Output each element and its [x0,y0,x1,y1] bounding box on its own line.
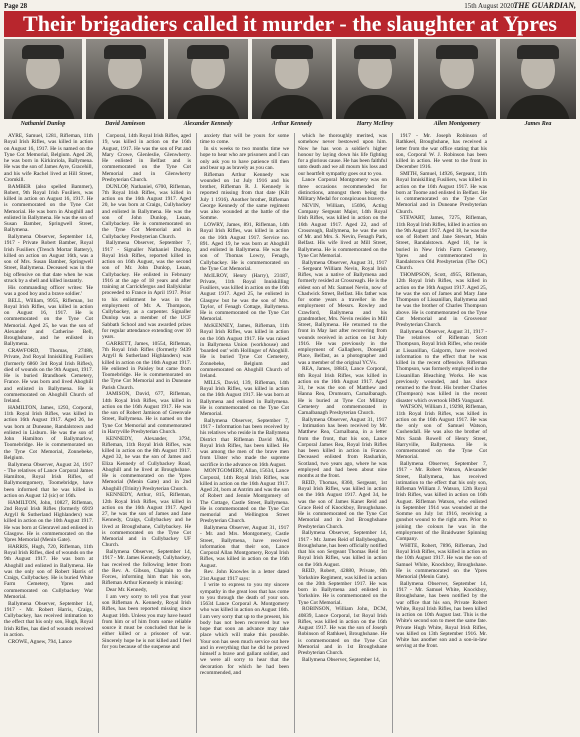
article-paragraph: Dear Mr. Kennedy, [106,587,148,593]
article-paragraph: JAMISON, David, 677, Rifleman, 14th Royal Irish Rifles, was killed in action on the 16th August 1917. He was the son of Robert Jamison of Greenvale Street, Ballymena. He is named on the Tyne Cot Memorial and commemorated in Harryville Presbyterian Church. [102,391,191,435]
portrait-image [86,39,164,119]
article-paragraph: Ballymena Observer, August 31, 1917 - The relatives of Rifleman Scott Thompson, Royal Irish Rifles, who reside at Lissanillan, Galgorm, have received information to the effect that he was killed in the recent offensive. Rifleman Thompson, was formerly employed in the Lissanillan Bleaching Works. He was previously wounded, and has since returned to the front. His brother Charles (Thompson) was killed in the recent disaster which overtook HMS Vanguard. [396,328,487,404]
photo-dunlop [4,39,82,127]
photo-jamieson [86,39,164,127]
portrait-image [336,39,414,119]
article-paragraph: AYRE, Samuel, 1281, Rifleman, 11th Royal Irish Rifles, was killed in action on August 16, 1917. He is named on the Tyne Cot Memorial, Belgium. Aged 28, he was born in Kirkinriola, Ballymena. He was the son of James Ayre, Gracehill, and his wife Rachel lived at Hill Street, Cromkill. [4,133,93,183]
column-3 [200,133,289,733]
article-paragraph: His commanding officer writes: 'He was a good boy and a brave soldier.' [4,284,93,297]
headline-banner [4,11,576,37]
article-paragraph: KENNEDY, Arthur, 815, Rifleman, 12th Royal Irish Rifles, was killed in action on the 16th August 1917. Aged 27, he was the son of James and Jane Kennedy, Craigs, Cullybackey and he lived at Broughshane, Cullybackey. He is commemorated on the Tyne Cot Memorial and in Cullybackey UF Church. [102,492,191,549]
article-paragraph: Rifleman Arthur Kennedy was wounded on 1st July 1916 and his brother, Rifleman R. J. Kennedy is reported missing from that date (Kilt July 1 1916). Another brother, Rifleman George Kennedy of the same regiment was also wounded at the battle of the Somme. [200,171,289,222]
article-paragraph: Ballymena Observer, September 14, [302,656,381,663]
article-paragraph: REID, Robert, 42880, Private, 8th Yorkshire Regiment, was killed in action on the 20th September 1917. He was born in Ballymena and enlisted in Yorkshire. He is commemorated on the Tyne Cot Memorial. [298,568,387,606]
photo-caption: David Jamieson [105,121,145,127]
article-paragraph: HAMILTON, John, 10827, Rifleman, 2nd Royal Irish Rifles (formerly 6919 Argyll & Sutherland Highlanders) was killed in action on the 10th August 1917. He was born at Glenravel and enlisted in Glasgow. He is commemorated on the Ypres Memorial (Menin Gate). [4,499,93,543]
article-paragraph: Ballymena Observer, September 14, 1917 - Mr. Robert Harris, Craigs, Cullybackey, has received intimation to the effect that his only son, Hugh, Royal Irish Rifles, has died of wounds received in action. [4,600,93,638]
portrait-image [4,39,82,119]
article-paragraph: HAMILTON, James, 1293, Corporal, 11th Royal Irish Rifles, was killed in action 16th August 1917. Aged 26, he was born at Duneane, Randalstown and enlisted in Lisburn. He was the son of John Hamilton of Ballymarlow, Toomebridge. He is commemorated on the Tyne Cot Memorial, Zonnebeke, Belgium. [4,404,93,461]
article-paragraph: ROBINSON, William John, DCM, 40839, Lance Corporal, 1st Royal Irish Rifles, was killed in action on the 16th August 1917. He was the son of Joseph Robinson of Rathkeel, Broughshane. He is commemorated on the Tyne Cot Memorial and in 1st Broughshane Presbyterian Church. [298,606,387,656]
article-paragraph: WATSON, William J., 19298, Rifleman, 11th Royal Irish Rifles, was killed in action on the 16th August 1917. He was the only son of Samuel Watson, Cushendall. He was also the brother of Mrs Sarah Rowell of Henry Street, Harryville, Ballymena. He is commemorated on the Tyne Cot Memorial. [396,404,487,461]
column-1 [4,133,93,733]
photo-caption: Nathaniel Dunlop [20,121,66,127]
photo-caption: Arthur Kennedy [271,121,313,127]
article-paragraph: CRAWFORD, Thomas, 27488, Private, 2nd Royal Inniskilling Fusiliers (formerly 6860 3rd Royal Irish Rifles), died of wounds on the 9th August, 1917. He is buried Brandhoek Cemetery, France. He was born and lived Ahoghill and enlisted in Ballymena. He is commemorated on Ahoghill Church of Ireland. [4,348,93,404]
portrait-image [418,39,496,119]
photo-rea [500,39,576,127]
article-paragraph: DUNLOP, Nathaniel, 6700, Rifleman, 7th Royal Irish Rifles, was killed in action on the 16th August 1917. Aged 20, he was born at Craigs, Cullybackey and enlisted in Ballymena. He was the son of John Dunlop, Leaan, Cullybackey. He is commemorated on the Tyne Cot Memorial and in Cullybackey Presbyterian Church. [102,183,191,240]
article-paragraph: anxiety that will be yours for some time to come. [200,133,289,146]
article-paragraph: Ballymena Observer, September 14, 1917 - Private Robert Bamber, Royal Irish Fusiliers (Trench Mortar Battery), killed on action on August 16th, was a son of Mrs. Susan Bamber, Springwell Street, Ballymena. Deceased was in the big offensive on that date when he was struck by a shell and killed instantly. [4,234,93,284]
article-paragraph: 1917 - Mr. Joseph Robinson of Rathkeel, Broughshane, has received a letter from the war office stating that his son, Corporal W. J. Robinson has been killed in action. He went to the front in December 1916. [396,133,487,171]
article-paragraph: CROWE, Agnew, 794, Lance [8,638,72,645]
photo-mcilroy [336,39,414,127]
photo-caption: Allen Montgomery [433,121,481,127]
article-paragraph: Ballymena Observer, September 14, 1917 - Mr. James Reid of Ballybeoghan, Broughshane, has been officially notified that his son Sergeant Thomas Reid 1st Royal Irish Rifles, was killed in action on the 16th August. [298,530,387,568]
article-paragraph: Ballymena Observer, August 31, 1917 - Mr. and Mrs. Montgomery, Castle Street, Ballymena, have received information that their son, Lance Corporal Allan Montgomery, Royal Irish Rifles, was killed in action on the 16th August. [200,525,289,569]
article-paragraph: REID, Thomas, 8360, Sergeant, 1st Royal Irish Rifles, was killed in action on the 16th August 1917. Aged 34, he was the son of James Kanet Reid and Grace Reid of Knockboy, Broughshane. He is commemorated on the Tyne Cot Memorial and in 2nd Broughshane Presbyterian Church. [298,479,387,530]
article-paragraph: McILROY, Henry (Harry), 23187, Private, 11th Royal Inniskilling Fusiliers, was killed in action on the 16th August 1917. Aged 25, he enlisted in Glasgow but he was the son of Mrs. Taylor, of Fenagh Cottage, Ballymena. He is commemorated on the Tyne Cot Memorial. [200,272,289,323]
article-paragraph: Ballymena Observer, September 14, 1917 - Mr. Samuel White, Knockboy, Broughshane, has been notified by the war office that his son, Private Robert White, Royal Irish Rifles, has been killed in action on 10th August last. This is the White's second son to meet the same fate. Private Hugh White, Royal Irish Rifles, was killed on 13th September 1916. Mr. White has another son and a son-in-law serving at the front. [396,580,487,650]
article-paragraph: Lance Corporal Montgomery was on three occasions recommended for distinctions, amongst them being the Military Medal for conspicuous bravery. [298,177,387,202]
article-paragraph: Rev. John Knowles in a letter dated 21st August 1917 says: [200,569,289,582]
article-paragraph: Ballymena Observer, August 31, 1917 - Sergeant William Nevin, Royal Irish Rifles, was a native of Ballymena and formerly resided at Crossreagh. He is the eldest son of Mr. Samuel Nevin, now of Chadwick Street, Belfast. His father was for some years a traveller in the employment of Messrs. Rowley and Crawford, Ballymena and his grandmother, Mrs. Nevin resides in Mill Street, Ballymena. He returned to the front in May last after recovering from wounds received in action on 1st July 1916. He was previously in the employment of Gallaghers, Donegall Place, Belfast, as a photographer and was a member of the original YCVs. [298,259,387,366]
article-paragraph: Ballymena Observer, September 7, 1917 - Information has been received by his relatives who reside in the Ballymena District that Rifleman David Mills, Royal Irish Rifles, has been killed. He was among the men of the brave men from Ulster who made the supreme sacrifice in the advance on 16th August. [200,417,289,468]
portrait-image [500,39,576,119]
issue-date: 15th August 2020 [464,2,514,10]
portrait-image [252,39,332,119]
article-paragraph: McKENNEY, James, Rifleman, 11th Royal Irish Rifles, was killed in action on the 16th August 1917. He was raised in Ballymena Union (workhouse) and 'boarded out' with Hollinger of Ahoghill. He is buried Tyne Cot Cemetery, Zonnebeke, Belgium and commemorated on Ahoghill Church of Ireland. [200,323,289,379]
article-paragraph: MONTGOMERY, Allan, 15634, Lance Corporal, 14th Royal Irish Rifles, was killed in action on the 16th August 1917. Aged 24, born at Antrim and was the son of Robert and Jennie Montgomery of The Cottage, Castle Street, Ballymena. He is commemorated on the Tyne Cot memorial and Wellington Street Presbyterian Church. [200,468,289,525]
article-paragraph: HARRIS, Hugh, 720, Rifleman, 11th Royal Irish Rifles, died of wounds on the 9th August 1917. He was born at Ahoghill and enlisted in Ballymena. He was the only son of Robert Harris of Craigs, Cullybackey. He is buried White Farm Cemetery, Ypres and commemorated on Cullybackey War Memorial. [4,543,93,600]
column-rule [98,133,99,733]
article-paragraph: SMITH, Samuel, 14926, Sergeant, 11th Royal Inniskilling Fusiliers, was killed in action on the 16th August 1917. He was born at Toome and enlisted in Belfast. He is commemorated on the Tyne Cot Memorial and in Duneane Presbyterian Church. [396,171,487,215]
article-paragraph: BELL, William, 9955, Rifleman, 1st Royal Irish Rifles, was killed in action on August 16, 1917. He is commemorated on the Tyne Cot Memorial. Aged 25, he was the son of Alexander and Catherine Bell, Broughshane, and he enlisted in Ballymena. [4,297,93,348]
article-paragraph: KENNEDY, Alexander, 3794, Rifleman, 11th Royal Irish Rifles, was killed in action on the 8th August 1917. Aged 32, he was the son of James and Eliza Kennedy of Cullybackey Road, Ahoghill and he lived at Broughshane. He is commemorated on the Ypres Memorial (Menin Gate) and in 2nd Ahoghill (Trinity) Presbyterian Church. [102,435,191,492]
photo-strip [4,39,576,131]
publication-name: THE GUARDIAN, [513,1,576,10]
column-5 [396,133,487,733]
article-columns [4,133,576,733]
article-paragraph: STEWART, James, 7275, Rifleman, 11th Royal Irish Rifles, killed in action on the 9th August 1917. Aged 18, he was the son of Robert and Jane Stewart, Main Street, Randalstown. Aged 18, he is buried in New Irish Farm Cemetery, Ypres and commemorated in Randalstown Old Presbyterian (The OC) Church. [396,215,487,272]
article-paragraph: Ballymena Observer, September 7, 1917 - Signaller Nathaniel Dunlop, Royal Irish Rifles, reported killed in action on 16th August, was the second son of Mr. John Dunlop, Leaan, Cullybackey. He enlisted in February 1916 at the age of 18 years and after training at Carrickfergus and Ballykinlar proceeded to France in April 1917. Prior to his enlistment he was in the employment of Mr. A. Thompson, Cullybackey, as a carpenter. Signaller Dunlop was a member of the UCF Sabbath School and was awarded prizes for regular attendance extending over 10 years. [102,240,191,340]
article-paragraph: Ballymena Observer, September 14, 1917 - Mr. James Kennedy, Cullybackey, has received the following letter from the Rev. A. Gibson, Chaplain to the Forces, informing him that his son, Rifleman Arthur Kennedy is missing: [102,549,191,587]
article-paragraph: I am very sorry to tell you that your son Rifleman A. Kennedy, Royal Irish Rifles, has been reported missing since August 16th. Unless you may have heard from him or of him from some reliable source it must be concluded that he is either killed or a prisoner of war. Sincerely hope he is not killed and I feel for you because of the suspense and [102,593,191,650]
article-paragraph: Ballymena Observer, August 31, 1917 - Intimation has been received by Mr. Matthew Rea, Carnalbana, in a letter from the front, that his son, Lance Corporal James Rea, Royal Irish Rifles has been killed in action in France. Deceased enlisted from Rasharkin, Scotland, two years ago, where he was employed and had been about nine months at the front. [298,416,387,479]
column-rule [392,133,393,733]
column-2 [102,133,191,733]
photo-caption: Alexander Kennedy [183,121,233,127]
photo-caption: James Rea [524,121,552,127]
article-paragraph: BAMBER (also spelled Bammer), Robert, 9th Royal Irish Fusiliers, was killed in action on August 16, 1917. He is commemorated on the Tyne Cot Memorial. He was born in Ahoghill and enlisted in Ballymena. He was the son of Susan Bamber, Springwell Street, Ballymena. [4,183,93,234]
article-paragraph: NEVIN, William, 15696, Acting Company Sergeant Major, 14th Royal Irish Rifles, was killed in action on the 16th August 1917. Aged 22, and of Crossreagh, Ballymena, he was the son of Mr. and Mrs. S. Nevin, Fenagh Park, Belfast. His wife lived at Mill Street, Ballymena. He is commemorated on the Tyne Cot Memorial. [298,202,387,259]
article-paragraph: LOWRY, James, 891, Rifleman, 14th Royal Irish Rifles, was killed in action on the 16th August 1917. Service no. 891. Aged 19, he was born at Ahoghill and enlisted in Ballymena. He was the son of Thomas Lowry, Fenagh, Cullybackey. He is commemorated on the Tyne Cot Memorial. [200,222,289,272]
photo-arthur-kennedy [252,39,332,127]
photo-montgomery [418,39,496,127]
photo-caption: Harry McIlroy [356,121,394,127]
headline: Their brigadiers called it murder - the slaughter at Ypres [23,11,557,36]
portrait-image [168,39,248,119]
article-paragraph: Ballymena Observer, September 7, 1917 - Mr. Robert Watson, Alexander Street, Ballymena, has received intimation to the effect that his only son, Rifleman William J. Watson, 12th Royal Irish Rifles, was killed in action on 16th August. Rifleman Watson, who enlisted in September 1914 was wounded at the Somme on July 1st 1916, receiving a gunshot wound to the right arm. Prior to joining the colours he was in the employment of the Braidwater Spinning Company. [396,461,487,542]
column-rule [294,133,295,733]
article-paragraph: THOMPSON, Scott, 4955, Rifleman, 12th Royal Irish Rifles, was killed in action on the 16th August 1917. Aged 25, he was the son of James and Mary Jane Thompson of Lissanillan, Ballymena and he was the brother of Charles Thompson above. He is commemorated on the Tyne Cot Memorial and in Grosvenor Presbyterian Church. [396,272,487,328]
article-paragraph: Corporal, 14th Royal Irish Rifles, aged 19, was killed in action on the 16th August, 1917. He was the son of Pat and Mary Crowe, Glenleslie, Glenwherry. He enlisted in Belfast and is commemorated on the Tyne Cot Memorial and in Glenwherry Presbyterian Church. [102,133,191,183]
article-paragraph: which he thoroughly merited, was somehow never bestowed upon him. Now he has won a soldier's higher honour by laying down his life fighting for a glorious cause. He has been faithful unto death and we all mourn his loss and our heartfelt sympathy goes out to you. [298,133,387,177]
article-paragraph: In six weeks to two months time we hope to hear who are prisoners and I can only ask you to have patience till then and bear up as bravely as you can. [200,146,289,171]
article-paragraph: WHITE, Robert, 7896, Rifleman, 2nd Royal Irish Rifles, was killed in action on the 10th August 1917. He was the son of Samuel White, Knockboy, Broughshane. He is commemorated on the Ypres Memorial (Menin Gate). [396,542,487,580]
article-paragraph: REA, James, 18843, Lance Corporal, 8th Royal Irish Rifles, was killed in action on the 16th August 1917. Aged 31, he was the son of Matthew and Hanna Rea, Drumsurn, Carnalbanagh. He is buried at Tyne Cot Military Cemetery and commemorated in Carnalbanagh Presbyterian Church. [298,366,387,416]
article-paragraph: Ballymena Observer, August 24, 1917 - The relatives of Lance Corporal James Hamilton, Royal Irish Rifles, of Ballymontgomery, Toomebridge, have been informed that he was killed in action on August 12 (sic) or 16th. [4,461,93,499]
article-paragraph: GARRETT, James, 10554, Rifleman, 7th Royal Irish Rifles (formerly 9439 Argyll & Sutherland Highlanders) was killed in action on the 16th August 1917. He enlisted in Paisley but came from Toomebridge. He is commemorated on the Tyne Cot Memorial and in Duneane Parish Church. [102,340,191,391]
article-paragraph: MILLS, David, 139, Rifleman, 14th Royal Irish Rifles, was killed in action on the 16th August 1917. He was born at Ballymena and enlisted in Ballymena. He is commemorated on the Tyne Cot Memorial. [200,379,289,417]
column-4 [298,133,387,733]
page-number: Page 28 [4,2,28,10]
article-paragraph: I write to express to you my sincere sympathy in the great loss that has come to you through the death of your son. 15634 Lance Corporal A. Montgomery who was killed in action on August 16th. I am very sorry that up to the present, his body has not been recovered but we hope that soon an advance may take place which will make this possible. Your son has seen much service out here and in everything that he did he proved himself a brave and gallant soldier, and we were all sorry to hear that the decoration for which he had been recommended, and [200,582,289,676]
photo-alexander-kennedy [168,39,248,127]
column-rule [196,133,197,733]
